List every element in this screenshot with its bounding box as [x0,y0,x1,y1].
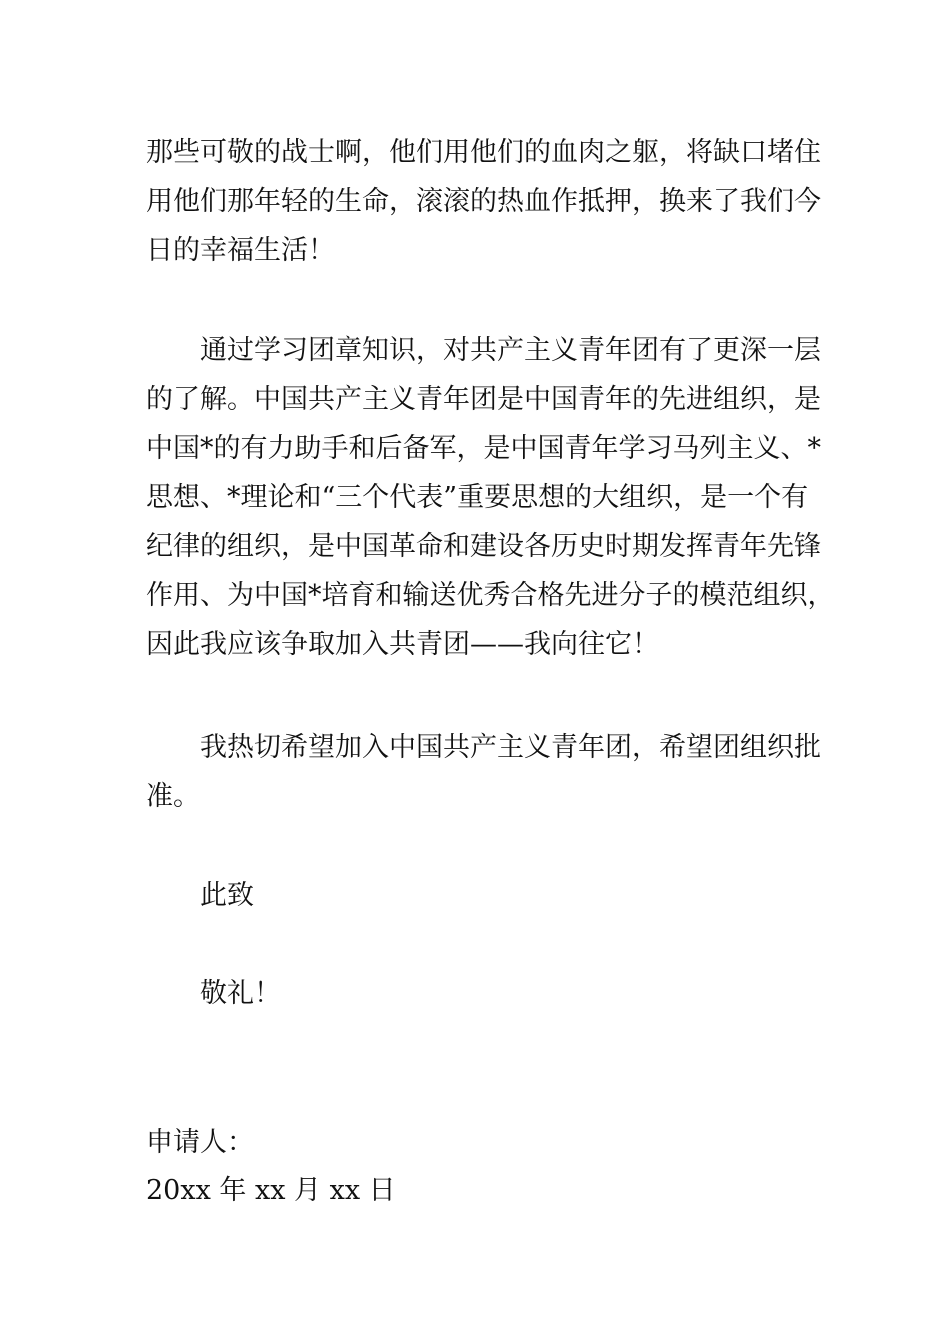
paragraph-line: 通过学习团章知识，对共产主义青年团有了更深一层 [200,335,821,366]
paragraph-line: 那些可敬的战士啊，他们用他们的血肉之躯，将缺口堵住 [146,137,821,168]
paragraph-line: 纪律的组织，是中国革命和建设各历史时期发挥青年先锋 [146,531,821,562]
paragraph-line: 我热切希望加入中国共产主义青年团，希望团组织批 [200,732,821,763]
paragraph-line: 思想、*理论和“三个代表”重要思想的大组织，是一个有 [146,482,809,513]
paragraph-line: 中国*的有力助手和后备军，是中国青年学习马列主义、* [146,433,821,464]
closing-regards: 敬礼！ [200,978,281,1009]
closing-salutation: 此致 [200,880,254,911]
paragraph-line: 因此我应该争取加入共青团——我向往它！ [146,629,659,660]
paragraph-line: 作用、为中国*培育和输送优秀合格先进分子的模范组织， [146,580,835,611]
paragraph-line: 的了解。中国共产主义青年团是中国青年的先进组织，是 [146,384,821,415]
application-date: 20xx 年 xx 月 xx 日 [146,1175,396,1206]
paragraph-league-knowledge [146,326,835,669]
applicant-label: 申请人： [146,1127,254,1158]
paragraph-line: 准。 [146,781,200,812]
paragraph-soldiers [146,128,821,275]
paragraph-line: 日的幸福生活！ [146,235,335,266]
paragraph-hope-to-join [146,723,821,821]
paragraph-line: 用他们那年轻的生命，滚滚的热血作抵押，换来了我们今 [146,186,821,217]
